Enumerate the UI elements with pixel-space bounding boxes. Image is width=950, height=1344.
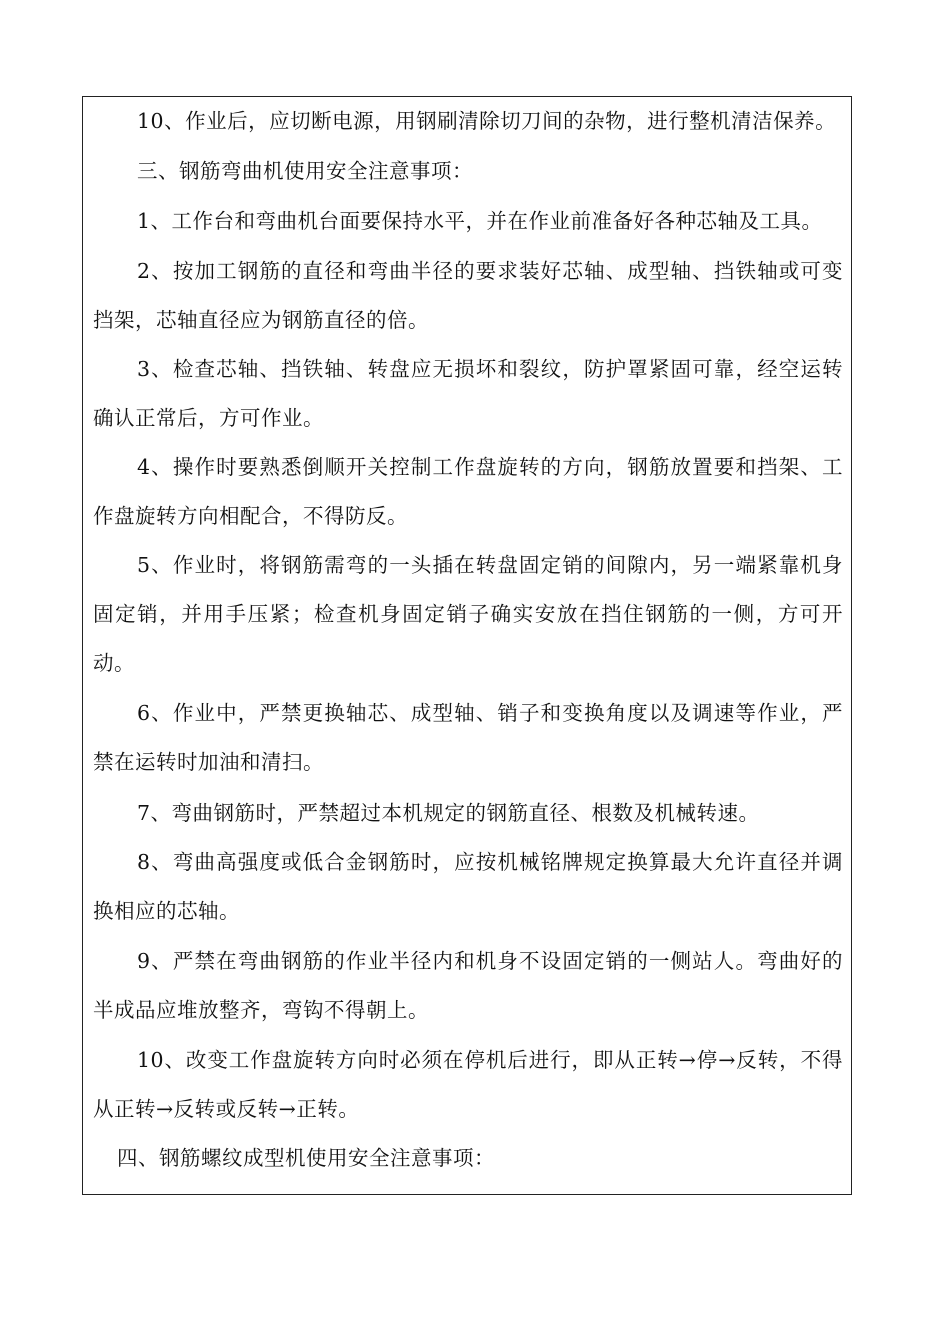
paragraph-4: 2、按加工钢筋的直径和弯曲半径的要求装好芯轴、成型轴、挡铁轴或可变挡架，芯轴直径应为钢筋直径的倍。 <box>93 259 843 332</box>
paragraph-11: 9、严禁在弯曲钢筋的作业半径内和机身不设固定销的一侧站人。弯曲好的半成品应堆放整齐，弯钩不得朝上。 <box>93 949 843 1022</box>
paragraph-3: 1、工作台和弯曲机台面要保持水平，并在作业前准备好各种芯轴及工具。 <box>137 209 823 233</box>
paragraph-12: 10、改变工作盘旋转方向时必须在停机后进行，即从正转→停→反转，不得从正转→反转或反转→正转。 <box>93 1048 843 1121</box>
section-heading-3: 三、钢筋弯曲机使用安全注意事项： <box>137 159 473 183</box>
paragraph-9: 7、弯曲钢筋时，严禁超过本机规定的钢筋直径、根数及机械转速。 <box>137 801 760 825</box>
document-table-cell <box>82 96 852 1195</box>
paragraph-1: 10、作业后，应切断电源，用钢刷清除切刀间的杂物，进行整机清洁保养。 <box>137 109 837 133</box>
section-heading-4: 四、钢筋螺纹成型机使用安全注意事项： <box>117 1146 495 1170</box>
paragraph-5: 3、检查芯轴、挡铁轴、转盘应无损坏和裂纹，防护罩紧固可靠，经空运转确认正常后，方可作业。 <box>93 357 843 430</box>
paragraph-10: 8、弯曲高强度或低合金钢筋时，应按机械铭牌规定换算最大允许直径并调换相应的芯轴。 <box>93 850 843 923</box>
paragraph-8: 6、作业中，严禁更换轴芯、成型轴、销子和变换角度以及调速等作业，严禁在运转时加油和清扫。 <box>93 701 843 774</box>
paragraph-7: 5、作业时，将钢筋需弯的一头插在转盘固定销的间隙内，另一端紧靠机身固定销，并用手压紧；检查机身固定销子确实安放在挡住钢筋的一侧，方可开动。 <box>93 553 843 675</box>
paragraph-6: 4、操作时要熟悉倒顺开关控制工作盘旋转的方向，钢筋放置要和挡架、工作盘旋转方向相配合，不得防反。 <box>93 455 843 528</box>
